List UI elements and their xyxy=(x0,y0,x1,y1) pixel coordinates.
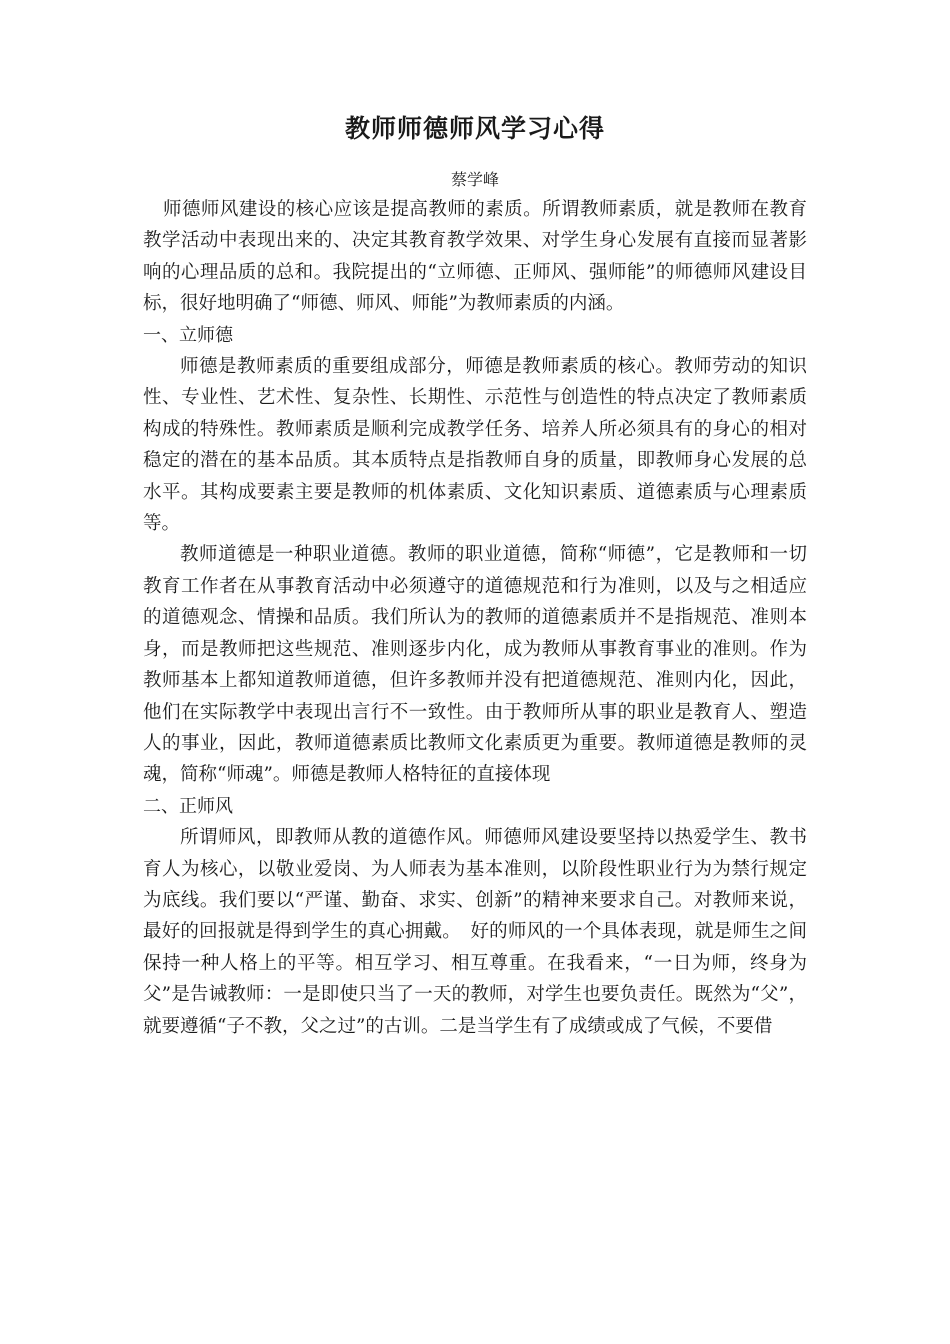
section-zheng-shifeng xyxy=(143,791,807,1042)
document-author: 蔡学峰 xyxy=(450,170,499,189)
document-title: 教师师德师风学习心得 xyxy=(344,114,605,143)
intro-paragraph: 师德师风建设的核心应该是提高教师的素质。所谓教师素质，就是教师在教育教学活动中表现出来的、决定其教育教学效果、对学生身心发展有直接而显著影响的心理品质的总和。我院提出的“立师德、正师风、强师能”的师德师风建设目标，很好地明确了“师德、师风、师能”为教师素质的内涵。 xyxy=(143,199,807,315)
section-paragraph: 教师道德是一种职业道德。教师的职业道德，简称“师德”，它是教师和一切教育工作者在从事教育活动中必须遵守的道德规范和行为准则，以及与之相适应的道德观念、情操和品质。我们所认为的教师的道德素质并不是指规范、准则本身，而是教师把这些规范、准则逐步内化，成为教师从事教育事业的准则。作为教师基本上都知道教师道德，但许多教师并没有把道德规范、准则内化，因此，他们在实际教学中表现出言行不一致性。由于教师所从事的职业是教育人、塑造人的事业，因此，教师道德素质比教师文化素质更为重要。教师道德是教师的灵魂，简称“师魂”。师德是教师人格特征的直接体现 xyxy=(143,544,807,786)
section-li-shide xyxy=(143,320,807,791)
section-paragraph: 师德是教师素质的重要组成部分，师德是教师素质的核心。教师劳动的知识性、专业性、艺术性、复杂性、长期性、示范性与创造性的特点决定了教师素质构成的特殊性。教师素质是顺利完成教学任务、培养人所必须具有的身心的相对稳定的潜在的基本品质。其本质特点是指教师自身的质量，即教师身心发展的总水平。其构成要素主要是教师的机体素质、文化知识素质、道德素质与心理素质等。 xyxy=(143,356,807,535)
document-page xyxy=(143,112,807,1042)
section-heading: 二、正师风 xyxy=(143,795,233,817)
section-paragraph: 所谓师风，即教师从教的道德作风。师德师风建设要坚持以热爱学生、教书育人为核心，以敬业爱岗、为人师表为基本准则，以阶段性职业行为为禁行规定为底线。我们要以“严谨、勤奋、求实、创新”的精神来要求自己。对教师来说，最好的回报就是得到学生的真心拥戴。 好的师风的一个具体表现，就是师生之间保持一种人格上的平等。相互学习、相互尊重。在我看来，“一日为师，终身为父”是告诫教师：一是即使只当了一天的教师，对学生也要负责任。既然为“父”，就要遵循“子不教，父之过”的古训。二是当学生有了成绩或成了气候，不要借 xyxy=(143,827,807,1037)
section-heading: 一、立师德 xyxy=(143,324,233,346)
